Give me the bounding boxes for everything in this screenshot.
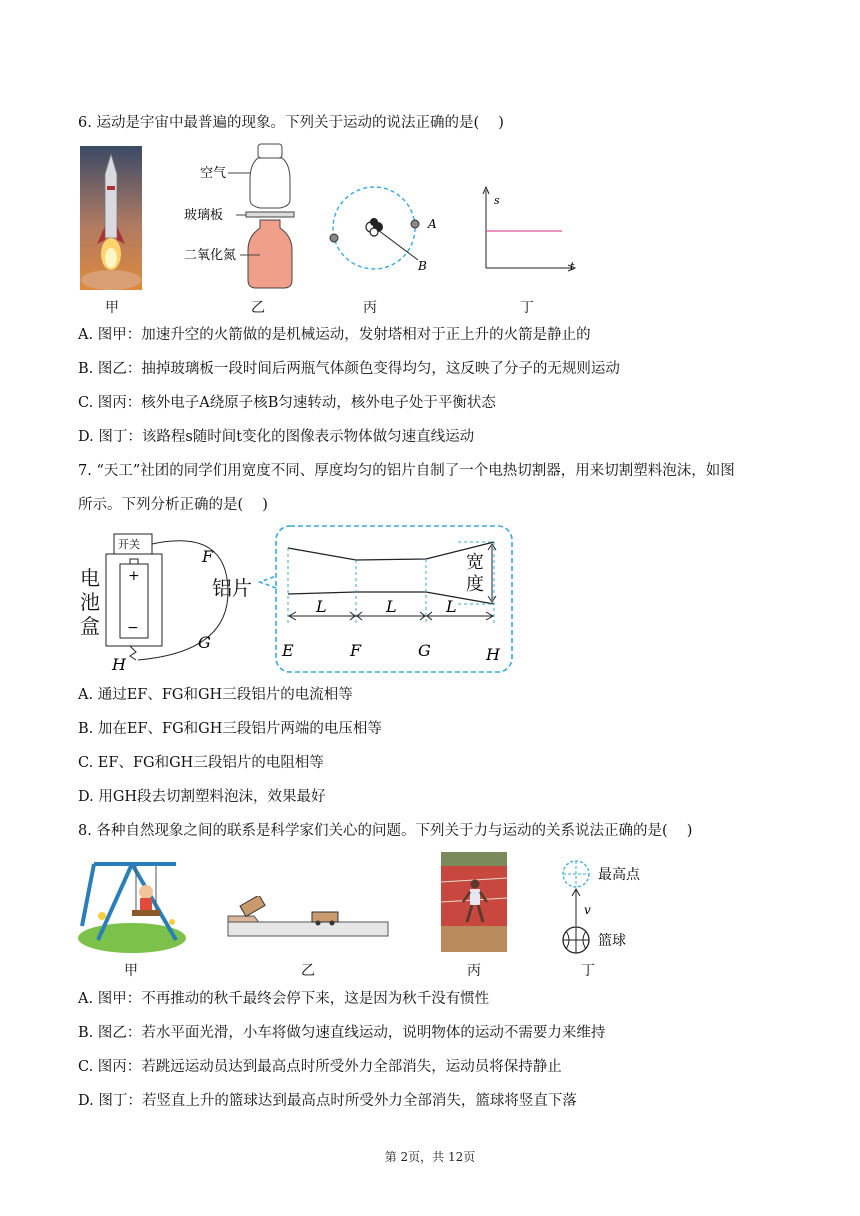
label-foil: 铝片 xyxy=(212,576,252,600)
cart-on-ramp-diagram xyxy=(224,896,390,944)
q8-option-c: C. 图丙：若跳远运动员达到最高点时所受外力全部消失，运动员将保持静止 xyxy=(78,1059,562,1075)
label-t: t xyxy=(570,260,575,273)
q6-caption-yi: 乙 xyxy=(251,300,265,316)
swing-image xyxy=(76,856,188,954)
q8-caption-yi: 乙 xyxy=(301,963,315,979)
q8-caption-ding: 丁 xyxy=(581,963,595,979)
label-B: B xyxy=(418,259,427,273)
q6-stem: 6. 运动是宇宙中最普遍的现象。下列关于运动的说法正确的是( ) xyxy=(78,115,504,131)
s-t-graph xyxy=(476,184,582,276)
q8-option-b: B. 图乙：若水平面光滑，小车将做匀速直线运动，说明物体的运动不需要力来维持 xyxy=(78,1025,606,1041)
q7-option-d: D. 用GH段去切割塑料泡沫，效果最好 xyxy=(78,789,326,805)
label-top: 最高点 xyxy=(598,867,640,883)
label-G-loop: G xyxy=(198,633,211,652)
label-no2: 二氧化氮 xyxy=(184,248,237,263)
gas-bottles-diagram xyxy=(180,140,320,292)
q7-option-b: B. 加在EF、FG和GH三段铝片两端的电压相等 xyxy=(78,721,382,737)
page-footer: 第 2页，共 12页 xyxy=(384,1150,476,1164)
label-L-3: L xyxy=(446,597,457,616)
q7-stem-line2: 所示。下列分析正确的是( ) xyxy=(78,497,268,513)
basketball-diagram xyxy=(560,858,670,956)
long-jump-image xyxy=(441,852,507,952)
q7-option-a: A. 通过EF、FG和GH三段铝片的电流相等 xyxy=(78,687,353,703)
q6-caption-jia: 甲 xyxy=(105,300,119,316)
q7-option-c: C. EF、FG和GH三段铝片的电阻相等 xyxy=(78,755,324,771)
battery-minus: − xyxy=(127,620,139,636)
q8-caption-jia: 甲 xyxy=(124,963,138,979)
q6-option-b: B. 图乙：抽掉玻璃板一段时间后两瓶气体颜色变得均匀，这反映了分子的无规则运动 xyxy=(78,361,620,377)
battery-plus: + xyxy=(128,568,140,584)
q8-option-d: D. 图丁：若竖直上升的篮球达到最高点时所受外力全部消失，篮球将竖直下落 xyxy=(78,1093,577,1109)
q8-stem: 8. 各种自然现象之间的联系是科学家们关心的问题。下列关于力与运动的关系说法正确的是( ) xyxy=(78,823,693,839)
q6-option-a: A. 图甲：加速升空的火箭做的是机械运动，发射塔相对于正上升的火箭是静止的 xyxy=(78,327,591,343)
q7-stem-line1: 7. “天工”社团的同学们用宽度不同、厚度均匀的铝片自制了一个电热切割器，用来切割塑料泡沫，如图 xyxy=(78,463,735,479)
label-F: F xyxy=(350,641,362,660)
label-ball: 篮球 xyxy=(598,933,626,949)
label-glass: 玻璃板 xyxy=(184,208,224,223)
atom-diagram xyxy=(322,180,448,280)
q6-option-d: D. 图丁：该路程s随时间t变化的图像表示物体做匀速直线运动 xyxy=(78,429,475,445)
label-F-loop: F xyxy=(202,547,214,566)
label-E: E xyxy=(282,641,294,660)
rocket-image xyxy=(80,146,142,290)
foil-diagram xyxy=(256,524,516,676)
q8-caption-bing: 丙 xyxy=(467,963,481,979)
label-switch: 开关 xyxy=(118,538,140,551)
q8-option-a: A. 图甲：不再推动的秋千最终会停下来，这是因为秋千没有惯性 xyxy=(78,991,490,1007)
battery-box-diagram xyxy=(78,528,248,676)
q6-caption-ding: 丁 xyxy=(520,300,534,316)
label-L-2: L xyxy=(386,597,397,616)
label-G: G xyxy=(418,641,431,660)
q6-caption-bing: 丙 xyxy=(363,300,377,316)
label-H-loop: H xyxy=(112,655,126,674)
label-L-1: L xyxy=(316,597,327,616)
label-air: 空气 xyxy=(200,166,227,181)
q6-option-c: C. 图丙：核外电子A绕原子核B匀速转动，核外电子处于平衡状态 xyxy=(78,395,496,411)
label-s: s xyxy=(494,194,500,207)
label-width: 宽度 xyxy=(466,552,484,595)
label-A: A xyxy=(428,217,437,231)
label-battery-box: 电池盒 xyxy=(80,566,100,638)
label-v: v xyxy=(584,903,591,917)
label-H: H xyxy=(486,645,500,664)
